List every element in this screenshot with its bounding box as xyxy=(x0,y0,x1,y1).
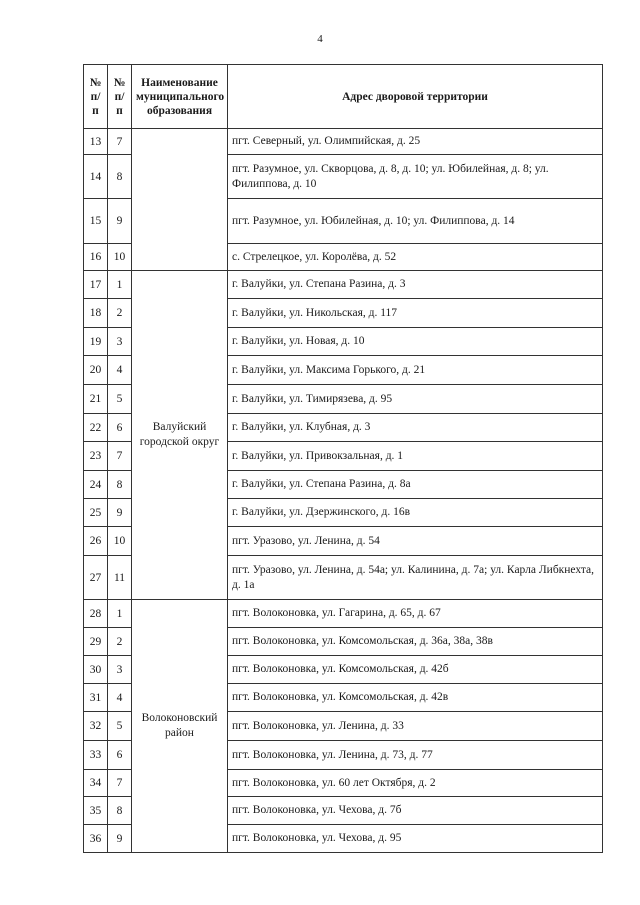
table-row xyxy=(84,271,603,299)
row-number: 35 xyxy=(84,797,108,825)
address-cell: г. Валуйки, ул. Клубная, д. 3 xyxy=(228,414,603,442)
address-cell: пгт. Волоконовка, ул. Ленина, д. 33 xyxy=(228,712,603,741)
row-sub-number: 1 xyxy=(108,600,132,628)
row-number: 24 xyxy=(84,471,108,499)
row-sub-number: 5 xyxy=(108,385,132,414)
row-number: 20 xyxy=(84,356,108,385)
row-number: 13 xyxy=(84,129,108,155)
table-row xyxy=(84,129,603,155)
header-sub-num: № п/п xyxy=(108,65,132,129)
address-table xyxy=(83,64,603,853)
address-cell: пгт. Уразово, ул. Ленина, д. 54а; ул. Калинина, д. 7а; ул. Карла Либкнехта, д. 1а xyxy=(228,556,603,600)
page-number: 4 xyxy=(317,33,323,45)
row-sub-number: 5 xyxy=(108,712,132,741)
row-sub-number: 10 xyxy=(108,527,132,556)
row-sub-number: 2 xyxy=(108,628,132,656)
row-number: 32 xyxy=(84,712,108,741)
row-sub-number: 8 xyxy=(108,471,132,499)
row-sub-number: 7 xyxy=(108,770,132,797)
address-cell: пгт. Волоконовка, ул. Чехова, д. 95 xyxy=(228,825,603,853)
address-cell: пгт. Волоконовка, ул. Комсомольская, д. 42б xyxy=(228,656,603,684)
row-sub-number: 11 xyxy=(108,556,132,600)
row-number: 22 xyxy=(84,414,108,442)
address-cell: пгт. Волоконовка, ул. Гагарина, д. 65, д. 67 xyxy=(228,600,603,628)
row-number: 34 xyxy=(84,770,108,797)
header-address: Адрес дворовой территории xyxy=(228,65,603,129)
row-number: 14 xyxy=(84,155,108,199)
address-cell: пгт. Волоконовка, ул. Ленина, д. 73, д. 77 xyxy=(228,741,603,770)
row-number: 23 xyxy=(84,442,108,471)
address-cell: пгт. Волоконовка, ул. Комсомольская, д. 42в xyxy=(228,684,603,712)
table-header-row xyxy=(84,65,603,129)
row-sub-number: 7 xyxy=(108,129,132,155)
row-sub-number: 1 xyxy=(108,271,132,299)
table-row xyxy=(84,600,603,628)
row-number: 26 xyxy=(84,527,108,556)
address-cell: г. Валуйки, ул. Дзержинского, д. 16в xyxy=(228,499,603,527)
row-number: 21 xyxy=(84,385,108,414)
row-number: 17 xyxy=(84,271,108,299)
address-cell: пгт. Волоконовка, ул. Чехова, д. 7б xyxy=(228,797,603,825)
row-sub-number: 2 xyxy=(108,299,132,328)
row-number: 19 xyxy=(84,328,108,356)
header-municipality: Наименование муниципального образования xyxy=(132,65,228,129)
row-sub-number: 9 xyxy=(108,199,132,244)
address-cell: г. Валуйки, ул. Максима Горького, д. 21 xyxy=(228,356,603,385)
row-sub-number: 9 xyxy=(108,825,132,853)
address-cell: г. Валуйки, ул. Никольская, д. 117 xyxy=(228,299,603,328)
address-cell: г. Валуйки, ул. Привокзальная, д. 1 xyxy=(228,442,603,471)
address-cell: г. Валуйки, ул. Степана Разина, д. 3 xyxy=(228,271,603,299)
row-sub-number: 3 xyxy=(108,656,132,684)
address-cell: с. Стрелецкое, ул. Королёва, д. 52 xyxy=(228,244,603,271)
row-number: 31 xyxy=(84,684,108,712)
row-sub-number: 8 xyxy=(108,155,132,199)
address-cell: пгт. Северный, ул. Олимпийская, д. 25 xyxy=(228,129,603,155)
header-num: № п/п xyxy=(84,65,108,129)
row-number: 18 xyxy=(84,299,108,328)
row-number: 15 xyxy=(84,199,108,244)
row-number: 29 xyxy=(84,628,108,656)
row-sub-number: 8 xyxy=(108,797,132,825)
row-number: 16 xyxy=(84,244,108,271)
row-number: 28 xyxy=(84,600,108,628)
row-number: 25 xyxy=(84,499,108,527)
row-number: 36 xyxy=(84,825,108,853)
row-sub-number: 4 xyxy=(108,356,132,385)
row-sub-number: 7 xyxy=(108,442,132,471)
row-sub-number: 4 xyxy=(108,684,132,712)
address-cell: г. Валуйки, ул. Новая, д. 10 xyxy=(228,328,603,356)
address-cell: г. Валуйки, ул. Степана Разина, д. 8а xyxy=(228,471,603,499)
row-sub-number: 3 xyxy=(108,328,132,356)
row-number: 27 xyxy=(84,556,108,600)
row-number: 30 xyxy=(84,656,108,684)
row-sub-number: 6 xyxy=(108,414,132,442)
row-sub-number: 10 xyxy=(108,244,132,271)
address-cell: г. Валуйки, ул. Тимирязева, д. 95 xyxy=(228,385,603,414)
address-cell: пгт. Разумное, ул. Юбилейная, д. 10; ул. Филиппова, д. 14 xyxy=(228,199,603,244)
row-number: 33 xyxy=(84,741,108,770)
address-cell: пгт. Волоконовка, ул. 60 лет Октября, д. 2 xyxy=(228,770,603,797)
row-sub-number: 6 xyxy=(108,741,132,770)
municipality-cell: Волоконовский район xyxy=(132,600,228,853)
row-sub-number: 9 xyxy=(108,499,132,527)
address-cell: пгт. Уразово, ул. Ленина, д. 54 xyxy=(228,527,603,556)
address-cell: пгт. Разумное, ул. Скворцова, д. 8, д. 10; ул. Юбилейная, д. 8; ул. Филиппова, д. 10 xyxy=(228,155,603,199)
municipality-cell: Валуйский городской округ xyxy=(132,271,228,600)
table-body xyxy=(84,129,603,853)
address-cell: пгт. Волоконовка, ул. Комсомольская, д. 36а, 38а, 38в xyxy=(228,628,603,656)
municipality-cell xyxy=(132,129,228,271)
